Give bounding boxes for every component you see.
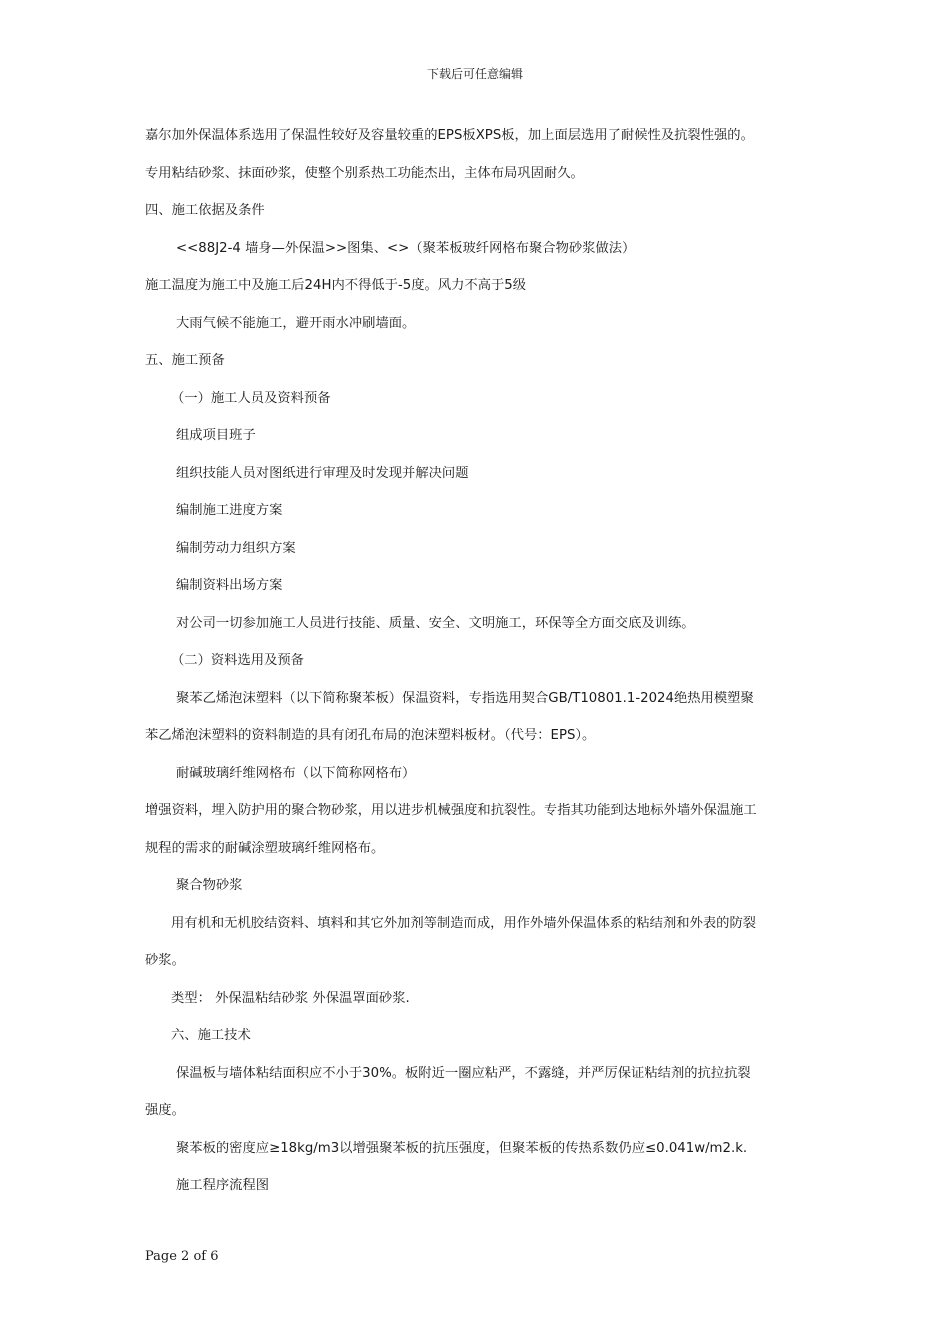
document-body xyxy=(145,126,815,1214)
paragraph-line: 嘉尔加外保温体系选用了保温性较好及容量较重的EPS板XPS板，加上面层选用了耐候性及抗裂性强的。 xyxy=(145,128,754,143)
paragraph-line: 聚苯板的密度应≥18kg/m3以增强聚苯板的抗压强度，但聚苯板的传热系数仍应≤0.041w/m2.k. xyxy=(176,1140,748,1156)
list-item: 组成项目班子 xyxy=(176,428,256,443)
paragraph-line: 专用粘结砂浆、抹面砂浆，使整个别系热工功能杰出，主体布局巩固耐久。 xyxy=(145,165,584,181)
paragraph-line: 规程的需求的耐碱涂塑玻璃纤维网格布。 xyxy=(145,840,385,856)
paragraph-line: 强度。 xyxy=(145,1103,185,1118)
paragraph-line: 砂浆。 xyxy=(145,953,185,968)
paragraph-line: 保温板与墙体粘结面积应不小于30%。板附近一圈应粘严，不露缝，并严厉保证粘结剂的抗拉抗裂 xyxy=(176,1065,751,1081)
paragraph-line: 聚苯乙烯泡沫塑料（以下简称聚苯板）保温资料，专指选用契合GB/T10801.1-2024绝热用模塑聚 xyxy=(176,690,754,706)
paragraph-line: 耐碱玻璃纤维网格布（以下简称网格布） xyxy=(176,765,416,781)
paragraph-line: 大雨气候不能施工，避开雨水冲刷墙面。 xyxy=(176,315,416,331)
subsection-heading: （一）施工人员及资料预备 xyxy=(171,390,331,406)
paragraph-line: 用有机和无机胶结资料、填料和其它外加剂等制造而成，用作外墙外保温体系的粘结剂和外表的防裂 xyxy=(171,915,757,931)
paragraph-line: 苯乙烯泡沫塑料的资料制造的具有闭孔布局的泡沫塑料板材。（代号：EPS）。 xyxy=(145,728,596,743)
subsection-heading: （二）资料选用及预备 xyxy=(171,653,304,668)
list-item: 对公司一切参加施工人员进行技能、质量、安全、文明施工，环保等全方面交底及训练。 xyxy=(176,615,695,631)
paragraph-line: 类型： 外保温粘结砂浆 外保温罩面砂浆. xyxy=(171,990,410,1006)
page-header: 下载后可任意编辑 xyxy=(426,67,523,81)
paragraph-line: 施工温度为施工中及施工后24H内不得低于-5度。风力不高于5级 xyxy=(145,278,527,293)
section-heading: 六、施工技术 xyxy=(171,1028,251,1043)
paragraph-line: 聚合物砂浆 xyxy=(176,878,243,893)
list-item: 编制施工进度方案 xyxy=(176,503,283,518)
paragraph-line: <<88J2-4 墙身—外保温>>图集、<>（聚苯板玻纤网格布聚合物砂浆做法） xyxy=(176,240,636,256)
page-number: Page 2 of 6 xyxy=(145,1249,219,1264)
list-item: 编制劳动力组织方案 xyxy=(176,540,296,556)
list-item: 编制资料出场方案 xyxy=(176,578,283,593)
section-heading: 四、施工依据及条件 xyxy=(145,203,265,218)
paragraph-line: 增强资料，埋入防护用的聚合物砂浆，用以进步机械强度和抗裂性。专指其功能到达地标外墙外保温施工 xyxy=(145,803,757,818)
section-heading: 五、施工预备 xyxy=(145,353,225,368)
paragraph-line: 施工程序流程图 xyxy=(176,1178,270,1193)
list-item: 组织技能人员对图纸进行审理及时发现并解决问题 xyxy=(176,465,469,481)
